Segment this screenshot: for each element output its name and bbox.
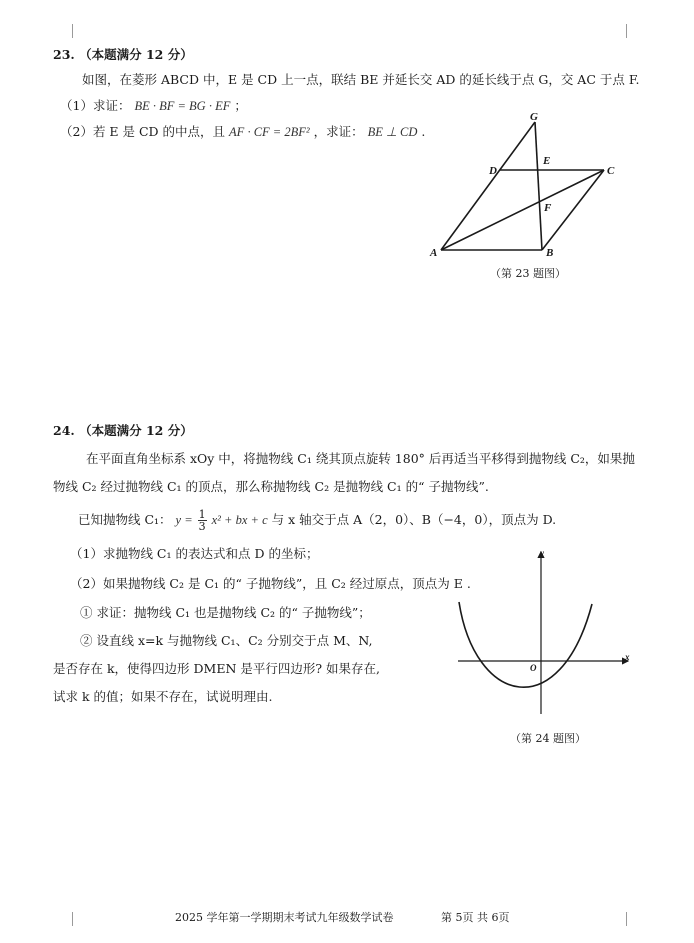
point-c-label: C (607, 165, 615, 177)
q23-part2-mid: ，求证： (313, 124, 364, 139)
q23-part1-formula: BE · BF = BG · EF (134, 99, 231, 113)
q24-given-y: y = (175, 513, 193, 527)
q23-part2-tail: . (421, 124, 426, 139)
q23-header: 23. （本题满分 12 分） (53, 47, 193, 62)
corner-mark-top-right (626, 24, 641, 38)
q24-given-expression: x² + bx + c (211, 513, 268, 527)
q23-part2 (60, 124, 425, 140)
q24-question2-c: 是否存在 k，使得四边形 DMEN 是平行四边形? 如果存在, (53, 661, 381, 676)
corner-mark-top-left (58, 24, 73, 38)
q24-question1: （1）求抛物线 C₁ 的表达式和点 D 的坐标； (70, 546, 319, 561)
q24-given (78, 505, 556, 535)
q24-fraction-denominator: 3 (198, 520, 206, 533)
q24-given-pre: 已知抛物线 C₁： (78, 512, 172, 527)
q24-paragraph-line2: 物线 C₂ 经过抛物线 C₁ 的顶点，那么称抛物线 C₂ 是抛物线 C₁ 的“ 子抛物线”. (53, 479, 489, 494)
parabola-c1 (459, 602, 592, 687)
footer-page-number: 第 5页 共 6页 (441, 911, 510, 924)
q24-question2-d: 试求 k 的值；如果不存在，试说明理由. (53, 689, 273, 704)
q24-fraction-numerator: 1 (198, 508, 206, 521)
line-ag (441, 122, 535, 250)
q24-paragraph-line1: 在平面直角坐标系 xOy 中，将抛物线 C₁ 绕其顶点旋转 180° 后再适当平移得到抛物线 C₂，如果抛 (86, 451, 635, 466)
q23-part2-formula2: BE ⊥ CD (367, 125, 418, 139)
point-f-label: F (544, 202, 552, 214)
q24-given-post: 与 x 轴交于点 A（2，0）、B（−4，0），顶点为 D. (271, 512, 557, 527)
q24-header: 24. （本题满分 12 分） (53, 423, 193, 438)
q23-intro: 如图，在菱形 ABCD 中，E 是 CD 上一点，联结 BE 并延长交 AD 的延长线于点 G，交 AC 于点 F. (82, 72, 640, 87)
line-bg (535, 122, 542, 250)
q23-part1 (60, 98, 247, 114)
footer-title: 2025 学年第一学期期末考试九年级数学试卷 (175, 911, 394, 924)
q24-given-fraction (198, 509, 207, 532)
q24-question2-b: ② 设直线 x=k 与抛物线 C₁、C₂ 分别交于点 M、N, (80, 633, 373, 648)
axis-y-label: y (540, 548, 544, 558)
origin-label: O (530, 663, 537, 673)
q23-part1-label: （1）求证： (60, 98, 131, 113)
axis-x-label: x (625, 652, 630, 662)
corner-mark-bottom-left (58, 912, 73, 926)
q23-part1-tail: ； (234, 98, 247, 113)
point-g-label: G (530, 111, 538, 123)
q24-figure (450, 545, 640, 725)
point-d-label: D (489, 165, 497, 177)
q24-question2: （2）如果抛物线 C₂ 是 C₁ 的“ 子抛物线”，且 C₂ 经过原点，顶点为 E . (70, 576, 471, 591)
q23-part2-formula: AF · CF = 2BF² (229, 125, 310, 139)
q23-figure (420, 105, 630, 265)
point-a-label: A (430, 247, 438, 259)
q23-figure-caption: （第 23 题图） (490, 267, 566, 280)
q24-figure-caption: （第 24 题图） (510, 732, 586, 745)
corner-mark-bottom-right (626, 912, 641, 926)
q24-question2-a: ① 求证：抛物线 C₁ 也是抛物线 C₂ 的“ 子抛物线”； (80, 605, 371, 620)
point-b-label: B (546, 247, 554, 259)
q23-part2-pre: （2）若 E 是 CD 的中点，且 (60, 124, 226, 139)
point-e-label: E (543, 155, 551, 167)
diagonal-ac (441, 170, 604, 250)
